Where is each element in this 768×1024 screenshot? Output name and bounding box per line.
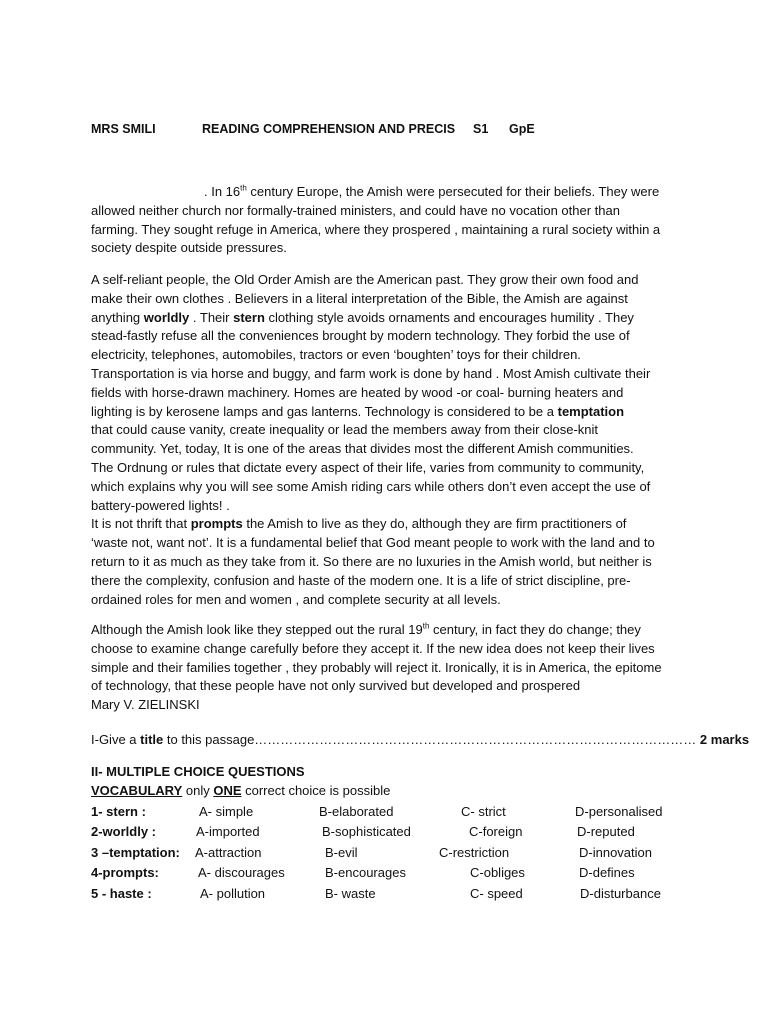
- text-line: which explains why you will see some Amish riding cars while others don’t even accept the use of: [91, 478, 651, 494]
- option-c: C- speed: [470, 886, 523, 901]
- question-1: I-Give a title to this passage………………………………………………………………………………………… 2 marks: [91, 732, 750, 747]
- teacher-name: MRS SMILI: [91, 122, 156, 136]
- text-line: simple and their families together , they probably will reject it. Ironically, it is in America, the epitome: [91, 659, 662, 675]
- option-a: A-attraction: [195, 845, 262, 860]
- text-line: anything worldly . Their stern clothing style avoids ornaments and encourages humility . They: [91, 309, 634, 325]
- text-line: Although the Amish look like they stepped out the rural 19th century, in fact they do change; they: [91, 621, 641, 637]
- option-b: B-evil: [325, 845, 358, 860]
- option-b: B- waste: [325, 886, 376, 901]
- mcq-item: [0, 823, 768, 843]
- text-line: lighting is by kerosene lamps and gas lanterns. Technology is considered to be a temptation: [91, 403, 625, 419]
- mcq-word: 2-worldly :: [91, 824, 157, 839]
- text-line: ordained roles for men and women , and complete security at all levels.: [91, 591, 501, 607]
- mcq-item: [0, 885, 768, 905]
- text-line: farming. They sought refuge in America, where they prospered , maintaining a rural society within a: [91, 221, 661, 237]
- mcq-word: 4-prompts:: [91, 865, 159, 880]
- text-line: return to it as much as they take from it. So there are no luxuries in the Amish world, but neither is: [91, 553, 652, 569]
- option-c: C-obliges: [470, 865, 525, 880]
- text-line: of technology, that these people have not only survived but developed and prospered: [91, 678, 581, 694]
- level: S1: [473, 122, 489, 136]
- option-b: B-sophisticated: [322, 824, 411, 839]
- worksheet-title: READING COMPREHENSION AND PRECIS: [202, 122, 456, 136]
- paragraph-3: [91, 621, 683, 715]
- author: Mary V. ZIELINSKI: [91, 697, 200, 713]
- text-line: that could cause vanity, create inequality or lead the members away from their close-knit: [91, 422, 598, 438]
- vocabulary-instruction: VOCABULARY only ONE correct choice is possible: [91, 783, 391, 798]
- text-line: A self-reliant people, the Old Order Amish are the American past. They grow their own food and: [91, 272, 639, 287]
- text-line: electricity, telephones, automobiles, tractors or even ‘boughten’ toys for their children.: [91, 347, 581, 363]
- option-c: C-restriction: [439, 845, 510, 860]
- text-line: battery-powered lights! .: [91, 497, 230, 513]
- text-line: society despite outside pressures.: [91, 240, 287, 256]
- text-line: The Ordnung or rules that dictate every aspect of their life, varies from community to community,: [91, 459, 645, 475]
- option-a: A- pollution: [200, 886, 266, 901]
- text-line: fields with horse-drawn machinery. Homes are heated by wood -or coal- burning heaters and: [91, 384, 624, 400]
- option-a: A-imported: [196, 824, 260, 839]
- mcq-heading: II- MULTIPLE CHOICE QUESTIONS: [91, 764, 305, 779]
- option-a: A- discourages: [198, 865, 285, 880]
- option-d: D-defines: [579, 865, 635, 880]
- text-line: . In 16th century Europe, the Amish were persecuted for their beliefs. They were: [204, 183, 660, 199]
- text-line: It is not thrift that prompts the Amish to live as they do, although they are firm practitioners of: [91, 516, 627, 532]
- mcq-word: 5 - haste :: [91, 886, 152, 901]
- text-line: Transportation is via horse and buggy, and farm work is done by hand . Most Amish cultivate their: [91, 365, 651, 381]
- option-d: D-reputed: [577, 824, 635, 839]
- option-c: C-foreign: [469, 824, 523, 839]
- text-line: make their own clothes . Believers in a literal interpretation of the Bible, the Amish are against: [91, 290, 628, 306]
- option-c: C- strict: [461, 804, 506, 819]
- option-d: D-personalised: [575, 804, 663, 819]
- mcq-item: [0, 803, 768, 823]
- text-line: allowed neither church nor formally-trained ministers, and could have no vocation other than: [91, 202, 620, 218]
- option-b: B-elaborated: [319, 804, 394, 819]
- paragraph-2: [91, 271, 683, 609]
- paragraph-1: [91, 183, 683, 258]
- group: GpE: [509, 122, 535, 136]
- option-d: D-innovation: [579, 845, 652, 860]
- text-line: ‘waste not, want not’. It is a fundamental belief that God meant people to work with the land and to: [91, 535, 655, 551]
- mcq-item: [0, 844, 768, 864]
- option-b: B-encourages: [325, 865, 406, 880]
- mcq-word: 1- stern :: [91, 804, 146, 819]
- mcq-item: [0, 864, 768, 884]
- text-line: stead-fastly refuse all the conveniences brought by modern technology. They forbid the use of: [91, 328, 630, 344]
- text-line: there the complexity, confusion and haste of the modern one. It is a life of strict discipline, pre-: [91, 572, 631, 588]
- text-line: community. Yet, today, It is one of the areas that divides most the different Amish communities.: [91, 441, 634, 457]
- option-a: A- simple: [199, 804, 254, 819]
- text-line: choose to examine change carefully before they accept it. If the new idea does not keep their lives: [91, 640, 655, 656]
- mcq-word: 3 –temptation:: [91, 845, 180, 860]
- option-d: D-disturbance: [580, 886, 661, 901]
